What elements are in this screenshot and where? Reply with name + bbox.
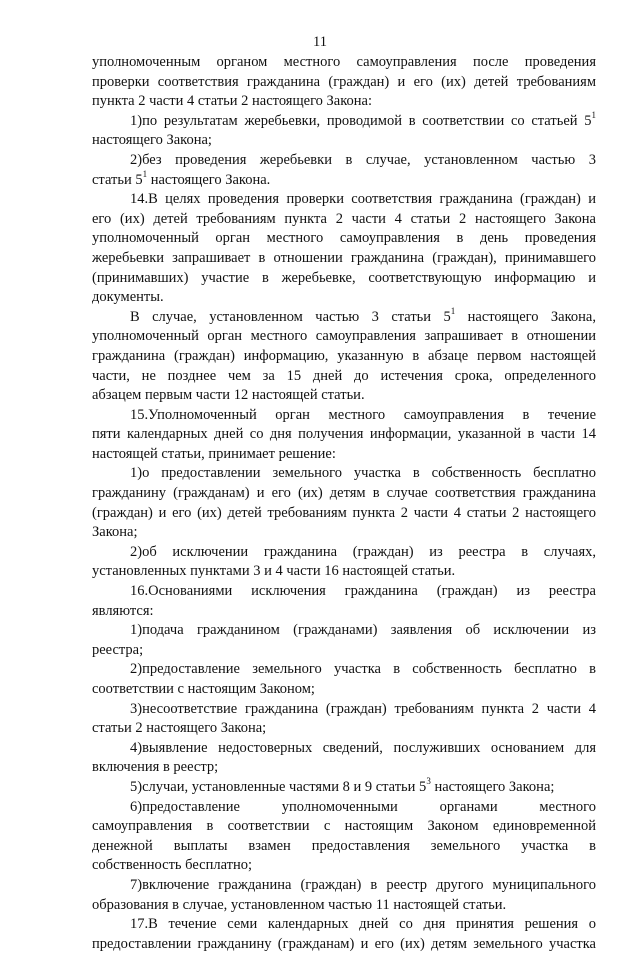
text-line xyxy=(92,131,596,151)
text-line xyxy=(92,269,596,289)
text-line-content: настоящего Закона; xyxy=(92,132,212,149)
text-line xyxy=(92,327,596,347)
article-superscript: 1 xyxy=(591,109,596,120)
text-line xyxy=(92,190,596,210)
text-line-content: документы. xyxy=(92,289,164,306)
text-line xyxy=(92,876,596,896)
text-line-content: 17.В течение семи календарных дней со дня принятия решения о xyxy=(130,916,596,933)
text-line xyxy=(92,109,596,132)
text-line-content: Закона; xyxy=(92,524,138,541)
text-line xyxy=(92,445,596,465)
text-line-content: 1)о предоставлении земельного участка в собственность бесплатно xyxy=(130,465,596,482)
text-line xyxy=(92,543,596,563)
text-line xyxy=(92,484,596,504)
text-line-content: 3)несоответствие гражданина (граждан) требованиям пункта 2 части 4 xyxy=(130,700,596,717)
text-line-content: 15.Уполномоченный орган местного самоуправления в течение xyxy=(130,406,596,423)
text-line xyxy=(92,758,596,778)
text-line-content: соответствии с настоящим Законом; xyxy=(92,681,315,697)
text-line xyxy=(92,582,596,602)
text-line xyxy=(92,837,596,857)
text-line xyxy=(92,778,596,798)
text-line xyxy=(92,621,596,641)
text-line xyxy=(92,305,596,328)
text-line-content: 2)предоставление земельного участка в собственность бесплатно в xyxy=(130,661,596,678)
text-line-content: настоящей статьи, принимает решение: xyxy=(92,445,336,462)
text-line xyxy=(92,798,596,818)
text-line-content: уполномоченный орган местного самоуправления запрашивает в отношении xyxy=(92,328,596,345)
page-number: 11 xyxy=(313,34,327,50)
text-line xyxy=(92,719,596,739)
text-line xyxy=(92,739,596,759)
text-line xyxy=(92,168,596,191)
text-line-continuation: настоящего Закона; xyxy=(430,778,555,795)
text-line xyxy=(92,229,596,249)
article-superscript: 1 xyxy=(142,168,148,179)
text-line-content: гражданину (гражданам) и его (их) детям в случае соответствия гражданина xyxy=(92,485,596,502)
text-line xyxy=(92,680,596,700)
text-line xyxy=(92,896,596,916)
text-line xyxy=(92,915,596,935)
text-line-content: (граждан) и его (их) детей требованиям пункта 2 части 4 статьи 2 настоящего xyxy=(92,504,596,521)
text-line xyxy=(92,641,596,661)
text-line-content: включения в реестр; xyxy=(92,759,219,776)
text-line xyxy=(92,425,596,445)
text-line-content: являются: xyxy=(92,602,154,619)
text-line xyxy=(92,817,596,837)
text-line-content: самоуправления в соответствии с настоящим Законом единовременной xyxy=(92,818,596,835)
text-line-content: 2)об исключении гражданина (граждан) из реестра в случаях, xyxy=(130,543,596,560)
text-line-continuation: настоящего Закона. xyxy=(147,171,271,188)
text-line xyxy=(92,249,596,269)
text-line-content: его (их) детей требованиям пункта 2 части 4 статьи 2 настоящего Закона xyxy=(92,210,596,227)
text-line-content: образования в случае, установленном частью 11 настоящей статьи. xyxy=(92,896,507,913)
text-line xyxy=(92,406,596,426)
text-line-content: жеребьевки запрашивает в отношении гражданина (граждан), принимавшего xyxy=(92,249,596,266)
text-line xyxy=(92,602,596,622)
text-line-content: пункта 2 части 4 статьи 2 настоящего Закона: xyxy=(92,93,373,110)
text-line-content: 5)случаи, установленные частями 8 и 9 статьи 5 xyxy=(130,778,427,795)
text-line-content: статьи 2 настоящего Закона; xyxy=(92,720,267,737)
text-line xyxy=(92,700,596,720)
law-text-body xyxy=(92,53,596,954)
text-line xyxy=(92,92,596,112)
text-line xyxy=(92,504,596,524)
text-line xyxy=(92,53,596,73)
text-line xyxy=(92,856,596,876)
text-line xyxy=(92,386,596,406)
text-line xyxy=(92,935,596,954)
text-line-content: 1)подача гражданином (гражданами) заявления об исключении из xyxy=(130,622,596,639)
text-line xyxy=(92,210,596,230)
text-line xyxy=(92,288,596,308)
text-line-content: проверки соответствия гражданина (граждан) и его (их) детей требованиям xyxy=(92,73,596,90)
text-line-content: (принимавших) участие в жеребьевке, соответствующую информацию и xyxy=(92,269,596,286)
text-line xyxy=(92,347,596,367)
text-line-content: денежной выплаты взамен предоставления земельного участка в xyxy=(92,837,596,854)
text-line xyxy=(92,151,596,171)
text-line-continuation: настоящего Закона, xyxy=(455,308,596,325)
text-line-content: 14.В целях проведения проверки соответствия гражданина (граждан) и xyxy=(130,191,596,208)
article-superscript: 1 xyxy=(450,305,456,316)
text-line-content: части, не позднее чем за 15 дней до истечения срока, определенного xyxy=(92,367,596,384)
text-line-content: предоставлении гражданину (гражданам) и его (их) детям земельного участка xyxy=(92,935,596,952)
text-line xyxy=(92,523,596,543)
text-line-content: 4)выявление недостоверных сведений, послуживших основанием для xyxy=(130,739,596,756)
text-line-content: установленных пунктами 3 и 4 части 16 настоящей статьи. xyxy=(92,563,456,580)
text-line-content: статьи 5 xyxy=(92,171,143,188)
text-line-content: гражданина (граждан) информацию, указанную в абзаце первом настоящей xyxy=(92,347,596,364)
text-line-content: 2)без проведения жеребьевки в случае, установленном частью 3 xyxy=(130,151,596,168)
text-line-content: 7)включение гражданина (граждан) в реестр другого муниципального xyxy=(130,876,596,893)
text-line xyxy=(92,367,596,387)
text-line-content: уполномоченным органом местного самоуправления после проведения xyxy=(92,54,596,70)
text-line-content: пяти календарных дней со дня получения информации, указанной в части 14 xyxy=(92,426,596,443)
text-line-content: 1)по результатам жеребьевки, проводимой в соответствии со статьей 5 xyxy=(130,112,592,129)
text-line-content: 6)предоставление уполномоченными органами местного xyxy=(130,798,596,815)
text-line-content: собственность бесплатно; xyxy=(92,857,253,874)
text-line xyxy=(92,464,596,484)
text-line-content: реестра; xyxy=(92,641,144,658)
text-line-content: 16.Основаниями исключения гражданина (граждан) из реестра xyxy=(130,583,596,600)
text-line-content: абзацем первым части 12 настоящей статьи. xyxy=(92,387,365,404)
text-line xyxy=(92,73,596,93)
text-line-content: В случае, установленном частью 3 статьи 5 xyxy=(130,308,451,325)
text-line xyxy=(92,660,596,680)
article-superscript: 3 xyxy=(426,776,431,787)
text-line xyxy=(92,562,596,582)
text-line-content: уполномоченный орган местного самоуправления в день проведения xyxy=(92,230,596,247)
